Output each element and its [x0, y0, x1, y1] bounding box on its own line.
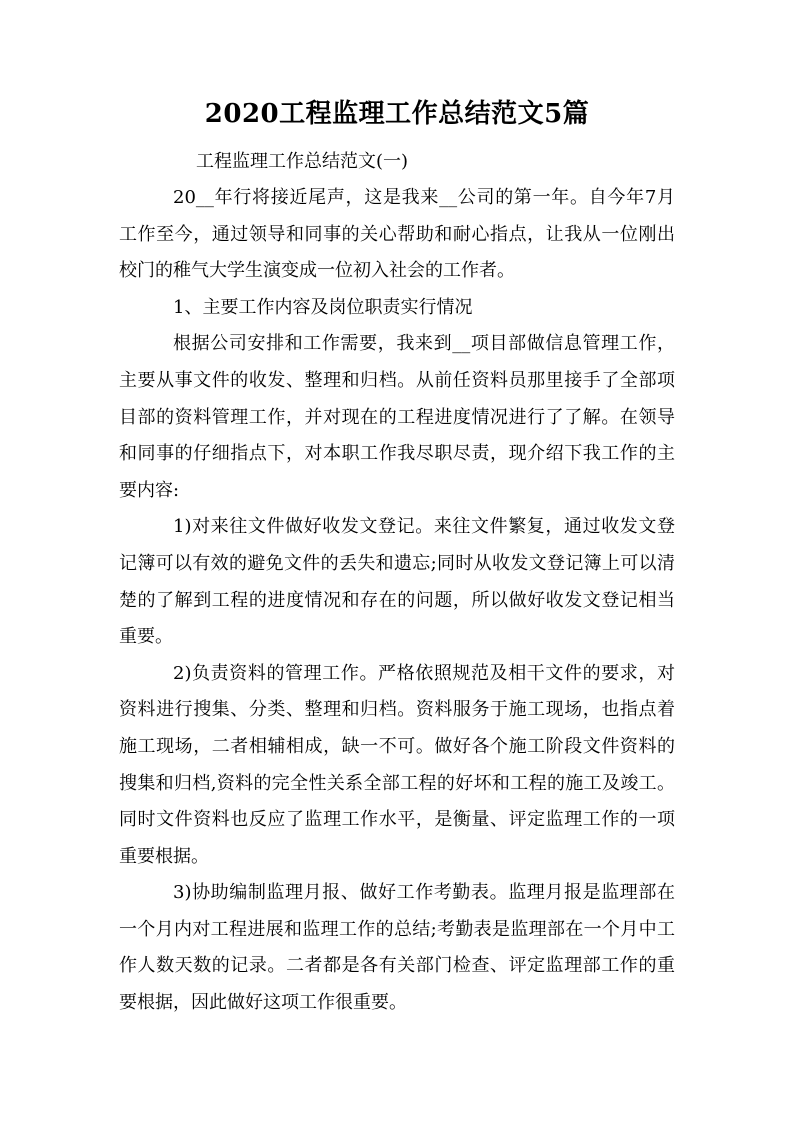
paragraph-item-1: 1)对来往文件做好收发文登记。来往文件繁复，通过收发文登记簿可以有效的避免文件的丢失和遗忘;同时从收发文登记簿上可以清楚的了解到工程的进度情况和存在的问题，所以做好收发文登记相当重要。	[119, 516, 675, 648]
paragraph-intro: 20__年行将接近尾声，这是我来__公司的第一年。自今年7月工作至今，通过领导和同事的关心帮助和耐心指点，让我从一位刚出校门的稚气大学生演变成一位初入社会的工作者。	[119, 187, 675, 282]
document-title: 2020工程监理工作总结范文5篇	[204, 99, 590, 129]
paragraph-item-3: 3)协助编制监理月报、做好工作考勤表。监理月报是监理部在一个月内对工程进展和监理工作的总结;考勤表是监理部在一个月中工作人数天数的记录。二者都是各有关部门检查、评定监理部工作的重要根据，因此做好这项工作很重要。	[119, 882, 675, 1014]
paragraph-duties: 根据公司安排和工作需要，我来到__项目部做信息管理工作，主要从事文件的收发、整理和归档。从前任资料员那里接手了全部项目部的资料管理工作，并对现在的工程进度情况进行了了解。在领导和同事的仔细指点下，对本职工作我尽职尽责，现介绍下我工作的主要内容:	[119, 333, 675, 501]
document-body	[119, 144, 675, 1022]
document-subtitle: 工程监理工作总结范文(一)	[196, 151, 409, 172]
section-heading: 1、主要工作内容及岗位职责实行情况	[173, 296, 473, 318]
paragraph-item-2: 2)负责资料的管理工作。严格依照规范及相干文件的要求，对资料进行搜集、分类、整理和归档。资料服务于施工现场，也指点着施工现场，二者相辅相成，缺一不可。做好各个施工阶段文件资料的搜集和归档,资料的完全性关系全部工程的好坏和工程的施工及竣工。同时文件资料也反应了监理工作水平，是衡量、评定监理工作的一项重要根据。	[119, 662, 675, 867]
